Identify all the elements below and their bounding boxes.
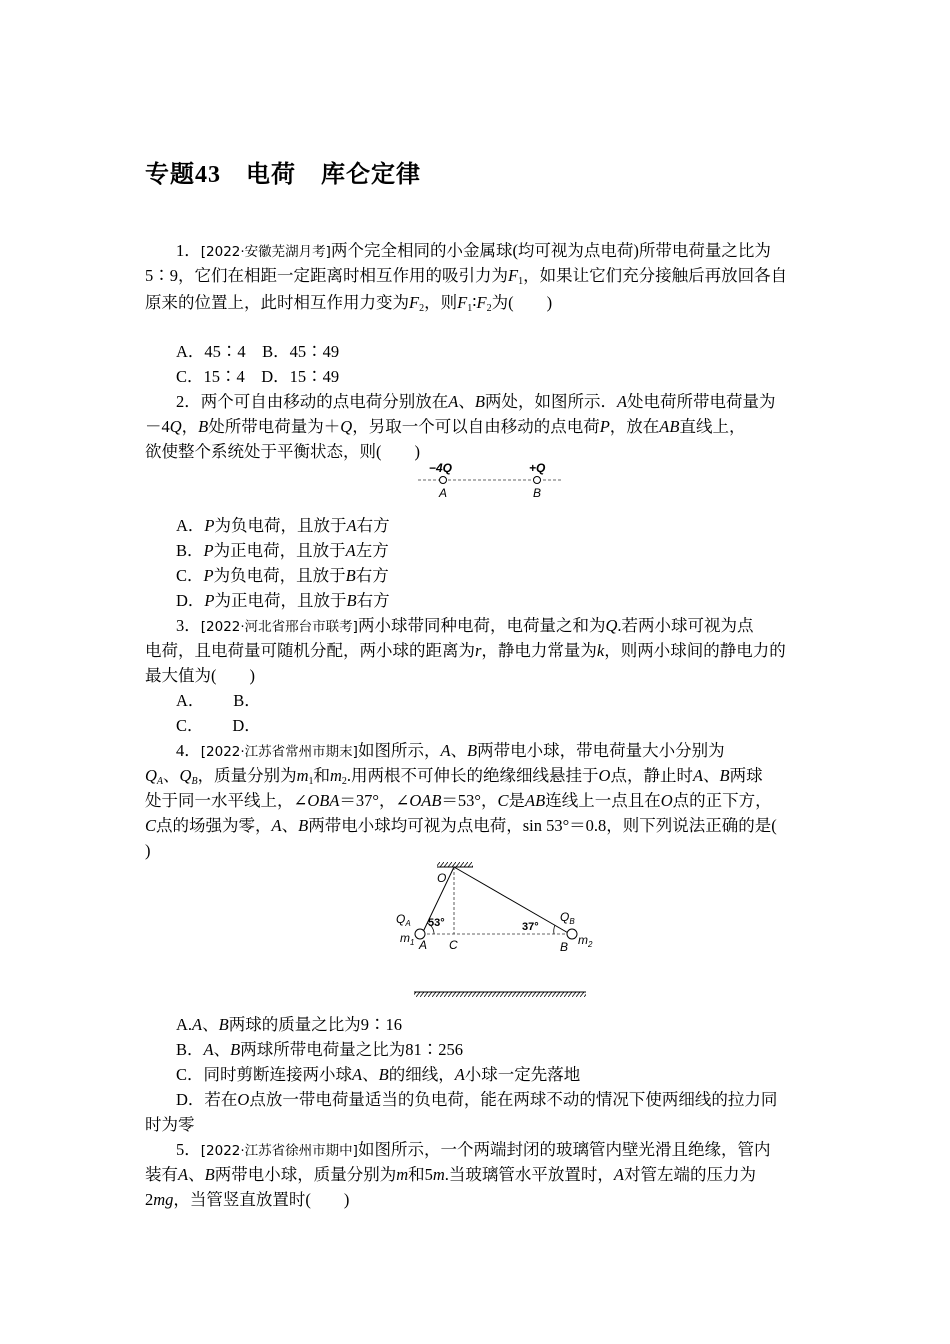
label-o: O bbox=[437, 871, 447, 885]
charge-b-label: +Q bbox=[529, 461, 546, 475]
q4-line-5: ) bbox=[145, 841, 151, 860]
q3-line-3: 最大值为( ) bbox=[145, 666, 255, 685]
label-m2-main: m bbox=[578, 933, 588, 947]
q1-line-1: 1．[2022·安徽芜湖月考]两个完全相同的小金属球(均可视为点电荷)所带电荷量之比为 bbox=[176, 241, 771, 260]
q1-options-cd: C．15∶4 D．15∶49 bbox=[176, 367, 340, 386]
point-b-label: B bbox=[533, 486, 542, 500]
thread-ob bbox=[454, 867, 570, 934]
angle-37-label: 37° bbox=[522, 921, 539, 933]
q5-line-2: 装有A、B两带电小球，质量分别为m和5m.当玻璃管水平放置时，A对管左端的压力为 bbox=[145, 1165, 756, 1184]
q1-options-ab: A．45∶4 B．45∶49 bbox=[176, 342, 340, 361]
angle-arc-b bbox=[554, 925, 555, 934]
q4-option-d-cont: 时为零 bbox=[145, 1115, 195, 1134]
q4-option-b: B．A、B两球所带电荷量之比为81∶256 bbox=[176, 1040, 463, 1059]
q3-source: [2022·河北省邢台市联考] bbox=[200, 619, 358, 635]
q2-option-b: B．P为正电荷，且放于A左方 bbox=[176, 541, 389, 560]
charge-a-label: −4Q bbox=[429, 461, 453, 475]
q4-option-d: D．若在O点放一带电荷量适当的负电荷，能在两球不动的情况下使两细线的拉力同 bbox=[176, 1090, 778, 1109]
q1-source: [2022·安徽芜湖月考] bbox=[200, 244, 331, 260]
label-qb-sub: B bbox=[569, 917, 575, 926]
label-qb-main: Q bbox=[560, 910, 570, 924]
q2-option-a: A．P为负电荷，且放于A右方 bbox=[176, 516, 390, 535]
label-b: B bbox=[560, 940, 569, 954]
q5-line-3: 2mg，当管竖直放置时( ) bbox=[145, 1190, 350, 1209]
q2-line-1: 2．两个可自由移动的点电荷分别放在A、B两处，如图所示．A处电荷所带电荷量为 bbox=[176, 392, 776, 411]
q4-figure bbox=[392, 862, 592, 1000]
label-m2 bbox=[578, 933, 593, 949]
q4-line-4: C点的场强为零，A、B两带电小球均可视为点电荷，sin 53°＝0.8，则下列说法正确的是( bbox=[145, 816, 777, 835]
q2-line-3: 欲使整个系统处于平衡状态，则( ) bbox=[145, 442, 420, 461]
ceiling-hatch bbox=[437, 862, 473, 867]
charge-b-circle bbox=[534, 477, 541, 484]
q4-line-2: $Q_A$、$Q_B$，质量分别为$m_1$和$m_2$.用两根不可伸长的绝缘细线悬挂于O点，静止时A、B两球 bbox=[145, 766, 763, 787]
q2-line-2: －4Q，B处所带电荷量为＋Q，另取一个可以自由移动的点电荷P，放在AB直线上， bbox=[145, 417, 746, 436]
label-qb bbox=[560, 910, 575, 926]
q3-line-1: 3．[2022·河北省邢台市联考]两小球带同种电荷，电荷量之和为Q.若两小球可视为点 bbox=[176, 616, 754, 635]
angle-53-label: 53° bbox=[428, 917, 445, 929]
ground-hatch bbox=[414, 992, 586, 997]
q4-line-1: 4．[2022·江苏省常州市期末]如图所示，A、B两带电小球，带电荷量大小分别为 bbox=[176, 741, 725, 760]
page-title: 专题43 电荷 库仑定律 bbox=[145, 162, 421, 188]
q4-option-c: C．同时剪断连接两小球A、B的细线，A小球一定先落地 bbox=[176, 1065, 581, 1084]
label-qa bbox=[396, 912, 411, 928]
ball-b bbox=[567, 929, 577, 939]
q2-option-c: C．P为负电荷，且放于B右方 bbox=[176, 566, 389, 585]
label-c: C bbox=[449, 938, 458, 952]
label-m1-sub: 1 bbox=[410, 938, 415, 947]
q2-figure bbox=[412, 458, 567, 502]
charge-a-circle bbox=[440, 477, 447, 484]
q1-line-2: 5∶9，它们在相距一定距离时相互作用的吸引力为$F_1$，如果让它们充分接触后再放回各自 bbox=[145, 266, 788, 287]
q5-line-1: 5．[2022·江苏省徐州市期中]如图所示，一个两端封闭的玻璃管内壁光滑且绝缘，管内 bbox=[176, 1140, 771, 1159]
q1-line-3: 原来的位置上，此时相互作用力变为$F_2$，则$F_1∶F_2$为( ) bbox=[145, 293, 553, 314]
label-qa-main: Q bbox=[396, 912, 406, 926]
q2-option-d: D．P为正电荷，且放于B右方 bbox=[176, 591, 390, 610]
q4-line-3: 处于同一水平线上，∠OBA＝37°，∠OAB＝53°，C是AB连线上一点且在O点的正下方， bbox=[145, 791, 772, 810]
q5-source: [2022·江苏省徐州市期中] bbox=[200, 1143, 358, 1159]
label-qa-sub: A bbox=[405, 919, 411, 928]
point-a-label: A bbox=[439, 486, 448, 500]
q3-options-ab: A． B． bbox=[176, 691, 261, 710]
q3-line-2: 电荷，且电荷量可随机分配，两小球的距离为r，静电力常量为k，则两小球间的静电力的 bbox=[145, 641, 786, 660]
q4-source: [2022·江苏省常州市期末] bbox=[200, 744, 358, 760]
label-m1-main: m bbox=[400, 931, 410, 945]
q3-options-cd: C． D． bbox=[176, 716, 261, 735]
q4-option-a: A.A、B两球的质量之比为9∶16 bbox=[176, 1015, 402, 1034]
label-m1 bbox=[400, 931, 414, 947]
label-a: A bbox=[419, 938, 428, 952]
label-m2-sub: 2 bbox=[588, 940, 593, 949]
